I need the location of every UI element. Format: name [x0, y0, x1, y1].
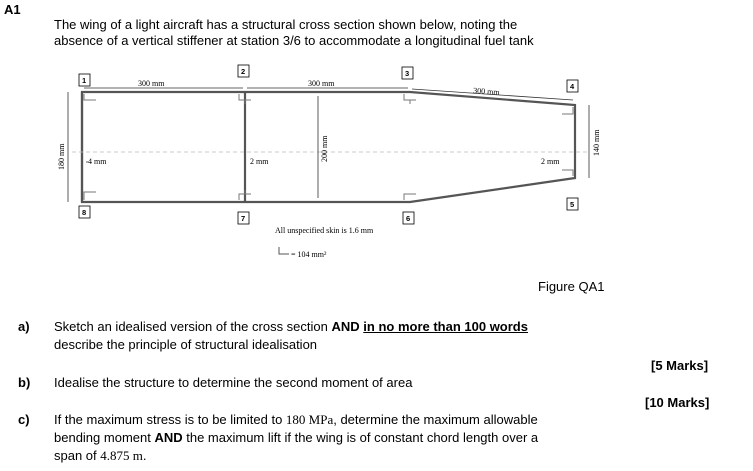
- question-number: A1: [4, 2, 21, 17]
- dim-thk-left: 4 mm: [88, 157, 107, 166]
- dim-bay3: 300 mm: [472, 86, 500, 97]
- part-c-line2-a: bending moment: [54, 430, 155, 445]
- station-6-label: 6: [406, 214, 411, 223]
- station-7-label: 7: [241, 214, 246, 223]
- dim-height-left: 180 mm: [57, 143, 66, 170]
- dim-bay1: 300 mm: [138, 79, 165, 88]
- part-b-marks: [10 Marks]: [645, 395, 710, 410]
- part-a-text-line2: describe the principle of structural idealisation: [54, 337, 318, 352]
- question-intro-line1: The wing of a light aircraft has a structural cross section shown below, noting the: [54, 17, 518, 32]
- part-c-label: c): [18, 412, 30, 427]
- station-2-label: 2: [241, 67, 246, 76]
- part-a-marks: [5 Marks]: [651, 358, 709, 373]
- dim-height-right: 140 mm: [592, 129, 601, 156]
- station-5-label: 5: [570, 200, 575, 209]
- question-intro-line2: absence of a vertical stiffener at station 3/6 to accommodate a longitudinal fuel tank: [54, 33, 534, 48]
- station-3-label: 3: [405, 69, 410, 78]
- part-a-text-underline: in no more than 100 words: [363, 319, 528, 334]
- part-c-text: [54, 411, 674, 465]
- figure-caption: Figure QA1: [538, 279, 605, 294]
- part-b-text: Idealise the structure to determine the second moment of area: [54, 375, 413, 390]
- part-c-stress-value: 180 MPa: [285, 412, 334, 427]
- dim-thk-right: 2 mm: [541, 157, 560, 166]
- part-a-text-bold: AND: [331, 319, 360, 334]
- dim-thk-mid: 2 mm: [250, 157, 269, 166]
- part-a-label: a): [18, 319, 30, 334]
- skin-note: All unspecified skin is 1.6 mm: [275, 226, 374, 235]
- part-c-line2-b: the maximum lift if the wing is of constant chord length over a: [182, 430, 539, 445]
- station-4-label: 4: [570, 82, 575, 91]
- part-c-line1-a: If the maximum stress is to be limited to: [54, 412, 286, 427]
- dim-height-mid: 200 mm: [320, 135, 329, 162]
- part-a-text-plain: Sketch an idealised version of the cross section: [54, 319, 332, 334]
- part-b-label: b): [18, 375, 31, 390]
- part-c-line1-b: , determine the maximum allowable: [333, 412, 538, 427]
- part-a-text: [54, 318, 654, 354]
- dim-bay2: 300 mm: [308, 79, 335, 88]
- stringer-area-note: = 104 mm²: [291, 250, 327, 259]
- part-c-line3-a: span of: [54, 448, 101, 463]
- stringer-legend-icon: [279, 247, 289, 254]
- part-c-line2-bold: AND: [154, 430, 183, 445]
- station-1-label: 1: [82, 76, 87, 85]
- part-c-line3-b: .: [142, 448, 147, 463]
- part-c-span-value: 4.875 m: [100, 448, 143, 463]
- station-8-label: 8: [82, 208, 87, 217]
